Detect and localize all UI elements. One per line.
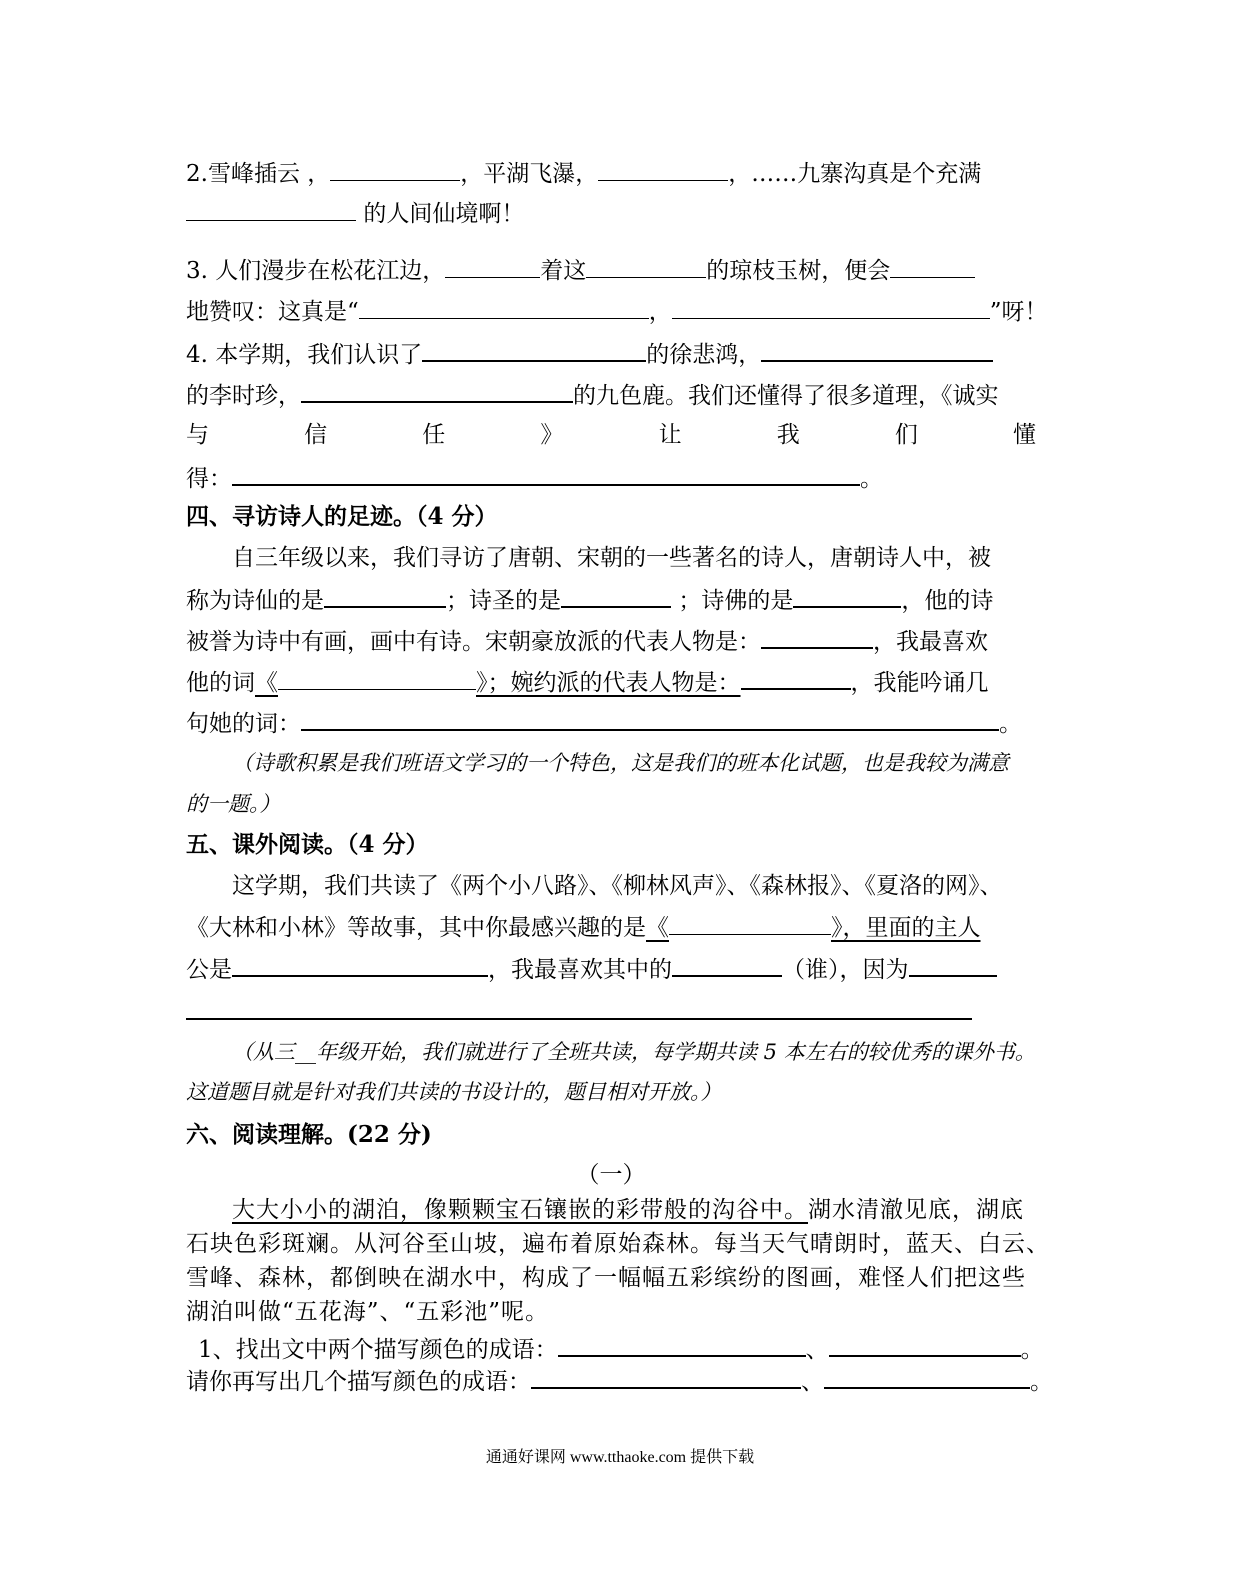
passage-line-4: 湖泊叫做“五花海”、“五彩池”呢。 — [186, 1299, 550, 1325]
text: 2.雪峰插云 ， — [186, 161, 331, 187]
text: 的人间仙境啊！ — [363, 201, 525, 227]
blank[interactable] — [301, 379, 573, 403]
section-6-heading: 六、阅读理解。(22 分) — [186, 1121, 432, 1148]
blank[interactable] — [232, 953, 488, 977]
blank[interactable] — [586, 255, 706, 278]
item-2-line-2 — [186, 198, 524, 229]
blank[interactable] — [761, 625, 873, 649]
section-4-line-3 — [186, 625, 988, 657]
blank[interactable] — [761, 338, 993, 362]
text: 任 — [422, 422, 446, 448]
text: 被誉为诗中有画，画中有诗。宋朝豪放派的代表人物是： — [186, 629, 761, 655]
blank[interactable] — [422, 338, 646, 362]
item-2-line-1 — [186, 158, 981, 189]
text: 得： — [186, 466, 232, 492]
text: 。 — [1020, 1337, 1044, 1363]
blank[interactable] — [186, 996, 972, 1020]
text: 。 — [860, 466, 883, 492]
blank[interactable] — [359, 296, 649, 319]
text: 他的词 — [186, 670, 255, 696]
text: 。 — [1030, 1369, 1053, 1395]
question-1-line-1 — [198, 1333, 1044, 1365]
blank[interactable] — [278, 667, 476, 690]
passage-line-2: 石块色彩斑斓。从河谷至山坡，遍布着原始森林。每当天气晴朗时，蓝天、白云、 — [186, 1231, 1050, 1257]
text: 、 — [801, 1369, 824, 1395]
blank[interactable] — [669, 912, 831, 935]
section-5-heading: 五、课外阅读。（4 分） — [186, 831, 429, 858]
blank[interactable] — [330, 158, 460, 181]
text: ，我最喜欢其中的 — [488, 957, 672, 983]
section-5-note-1: （从三__年级开始，我们就进行了全班共读，每学期共读 5 本左右的较优秀的课外书。 — [232, 1040, 1036, 1064]
blank[interactable] — [672, 296, 990, 319]
section-4-heading: 四、寻访诗人的足迹。（4 分） — [186, 503, 498, 530]
blank[interactable] — [829, 1333, 1021, 1357]
section-4-line-4 — [186, 666, 989, 698]
blank[interactable] — [531, 1365, 801, 1389]
blank[interactable] — [890, 255, 975, 278]
text: ；诗佛的是 — [678, 588, 794, 614]
text: 让 — [658, 422, 682, 448]
section-4-line-2 — [186, 584, 993, 616]
text: 信 — [304, 422, 328, 448]
text: 、 — [805, 1337, 829, 1363]
text: 称为诗仙的是 — [186, 588, 324, 614]
item-4-line-3 — [186, 420, 1036, 450]
blank[interactable] — [445, 255, 540, 278]
text: 4. 本学期，我们认识了 — [186, 342, 423, 368]
text: 请你再写出几个描写颜色的成语： — [186, 1369, 531, 1395]
item-3-line-2 — [186, 296, 1048, 327]
text: 湖水清澈见底，湖底 — [808, 1197, 1024, 1223]
question-1-line-2 — [186, 1365, 1053, 1397]
item-4-line-4 — [186, 462, 883, 494]
text: 句她的词： — [186, 711, 301, 737]
text: ，平湖飞瀑， — [460, 161, 599, 187]
blank[interactable] — [909, 953, 997, 977]
passage-line-3: 雪峰、森林，都倒映在湖水中，构成了一幅幅五彩缤纷的图画，难怪人们把这些 — [186, 1265, 1026, 1291]
text: ”呀！ — [989, 299, 1048, 325]
text: ，……九寨沟真是个充满 — [728, 161, 982, 187]
text: 们 — [894, 422, 918, 448]
blank[interactable] — [598, 158, 728, 181]
item-4-line-1 — [186, 338, 993, 370]
section-5-line-2 — [186, 912, 981, 943]
blank[interactable] — [232, 462, 860, 486]
text: 《大林和小林》等故事，其中你最感兴趣的是 — [186, 915, 646, 941]
section-4-line-5 — [186, 707, 1022, 739]
section-5-line-4 — [186, 996, 972, 1028]
footer-credit: 通通好课网 www.tthaoke.com 提供下载 — [485, 1449, 755, 1466]
text: 》；婉约派的代表人物是： — [476, 670, 741, 696]
text: 着这 — [540, 258, 587, 284]
text: 《 — [255, 670, 278, 696]
text: 。 — [999, 711, 1022, 737]
blank[interactable] — [741, 666, 851, 690]
blank[interactable] — [324, 584, 446, 608]
text: ，我最喜欢 — [873, 629, 988, 655]
text: 》 — [540, 422, 564, 448]
section-4-line-1: 自三年级以来，我们寻访了唐朝、宋朝的一些著名的诗人，唐朝诗人中，被 — [232, 545, 991, 571]
text: 的九色鹿。我们还懂得了很多道理，《诚实 — [573, 383, 999, 409]
text: 与 — [186, 422, 209, 448]
text: 的李时珍， — [186, 383, 301, 409]
blank[interactable] — [301, 707, 999, 731]
text: 公是 — [186, 957, 232, 983]
text: 懂 — [1012, 422, 1036, 448]
blank[interactable] — [186, 198, 356, 221]
passage-line-1 — [232, 1195, 1024, 1225]
text: ，我能吟诵几 — [850, 670, 989, 696]
section-5-line-1: 这学期，我们共读了《两个小八路》、《柳林风声》、《森林报》、《夏洛的网》、 — [232, 873, 1003, 899]
item-4-line-2 — [186, 379, 999, 411]
text: 《 — [646, 915, 669, 941]
text: 地赞叹：这真是“ — [186, 299, 359, 325]
section-4-note-1: （诗歌积累是我们班语文学习的一个特色，这是我们的班本化试题，也是我较为满意 — [232, 751, 1009, 775]
text: 的琼枝玉树，便会 — [706, 258, 891, 284]
section-5-line-3 — [186, 953, 997, 985]
item-3-line-1 — [186, 255, 975, 286]
text: 》，里面的主人 — [831, 915, 981, 941]
section-5-note-2: 这道题目就是针对我们共读的书设计的，题目相对开放。） — [186, 1080, 722, 1104]
blank[interactable] — [824, 1365, 1030, 1389]
text: 我 — [776, 422, 800, 448]
text: ， — [648, 299, 672, 325]
text: ，他的诗 — [901, 588, 994, 614]
blank[interactable] — [793, 584, 901, 608]
text: 1、找出文中两个描写颜色的成语： — [198, 1337, 558, 1363]
section-6-part-title: （一） — [576, 1162, 646, 1188]
blank[interactable] — [672, 953, 782, 977]
blank[interactable] — [558, 1333, 806, 1357]
section-4-note-2: 的一题。） — [186, 792, 281, 816]
text: 3. 人们漫步在松花江边， — [186, 258, 446, 284]
text: （谁），因为 — [782, 957, 909, 983]
text: 的徐悲鸿， — [646, 342, 762, 368]
text: 大大小小的湖泊，像颗颗宝石镶嵌的彩带般的沟谷中。 — [232, 1197, 808, 1223]
text: ；诗圣的是 — [446, 588, 561, 614]
blank[interactable] — [561, 584, 671, 608]
